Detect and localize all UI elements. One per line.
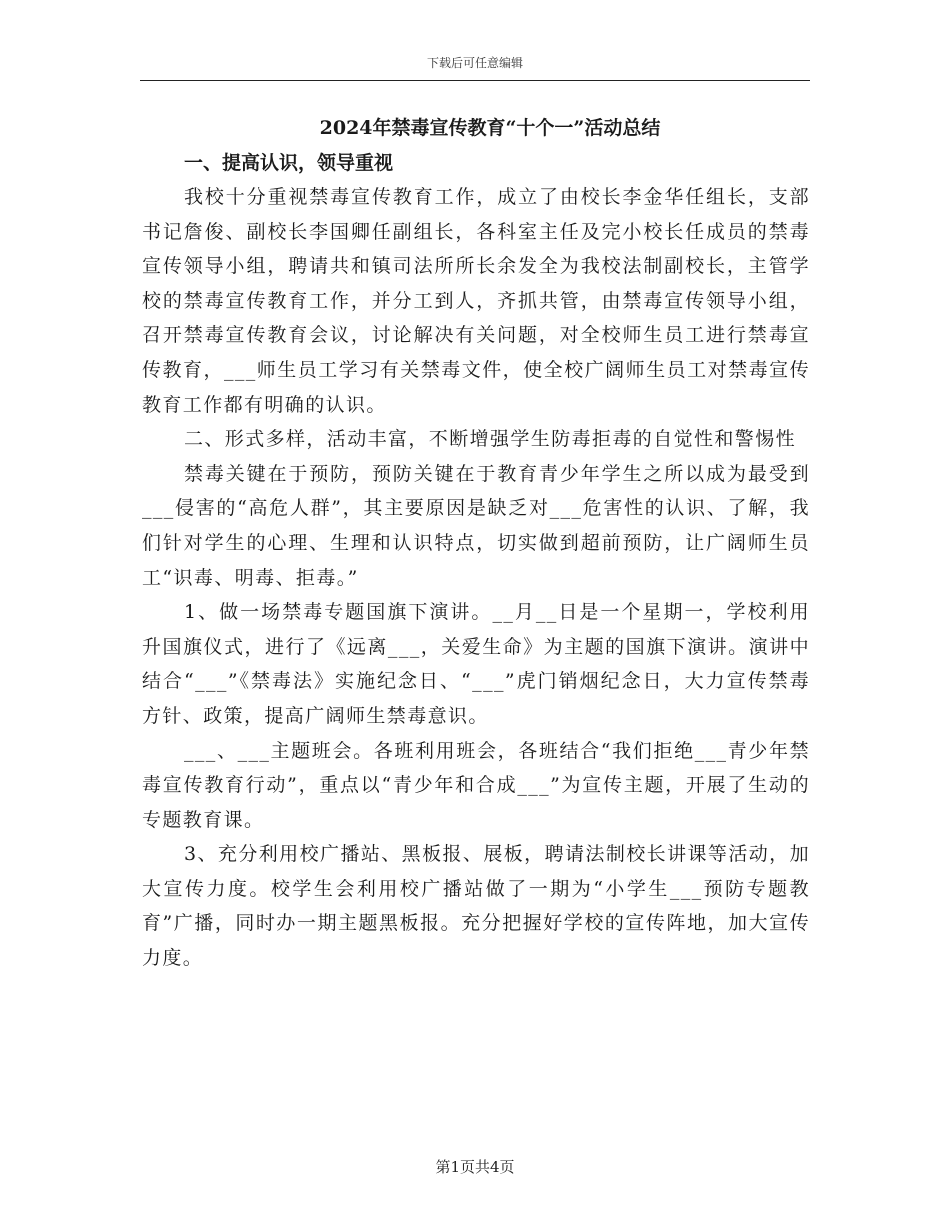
paragraph-item-2: ___、___主题班会。各班利用班会，各班结合“我们拒绝___青少年禁毒宣传教育行动”，重点以“青少年和合成___”为宣传主题，开展了生动的专题教育课。 (142, 739, 810, 831)
header-divider (140, 80, 810, 81)
header-note: 下载后可任意编辑 (426, 56, 523, 70)
section-heading-1: 一、提高认识，领导重视 (184, 152, 394, 174)
paragraph-item-3: 3、充分利用校广播站、黑板报、展板，聘请法制校长讲课等活动，加大宣传力度。校学生会利用校广播站做了一期为“小学生___预防专题教育”广播，同时办一期主题黑板报。充分把握好学校的宣传阵地，加大宣传力度。 (142, 843, 810, 970)
paragraph-item-1: 1、做一场禁毒专题国旗下演讲。__月__日是一个星期一，学校利用升国旗仪式，进行了《远离___，关爱生命》为主题的国旗下演讲。演讲中结合“___”《禁毒法》实施纪念日、“___”虎门销烟纪念日，大力宣传禁毒方针、政策，提高广阔师生禁毒意识。 (142, 601, 810, 727)
paragraph-leadership: 我校十分重视禁毒宣传教育工作，成立了由校长李金华任组长，支部书记詹俊、副校长李国卿任副组长，各科室主任及完小校长任成员的禁毒宣传领导小组，聘请共和镇司法所所长余发全为我校法制副校长，主管学校的禁毒宣传教育工作，并分工到人，齐抓共管，由禁毒宣传领导小组，召开禁毒宣传教育会议，讨论解决有关问题，对全校师生员工进行禁毒宣传教育，___师生员工学习有关禁毒文件，使全校广阔师生员工对禁毒宣传教育工作都有明确的认识。 (142, 186, 810, 416)
paragraph-prevention: 禁毒关键在于预防，预防关键在于教育青少年学生之所以成为最受到___侵害的“高危人群”，其主要原因是缺乏对___危害性的认识、了解，我们针对学生的心理、生理和认识特点，切实做到超前预防，让广阔师生员工“识毒、明毒、拒毒。” (142, 462, 810, 589)
document-body (142, 110, 810, 976)
document-title: 2024年禁毒宣传教育“十个一”活动总结 (319, 117, 661, 139)
section-heading-2: 二、形式多样，活动丰富，不断增强学生防毒拒毒的自觉性和警惕性 (184, 428, 797, 451)
page-number: 第1页共4页 (435, 1158, 515, 1176)
